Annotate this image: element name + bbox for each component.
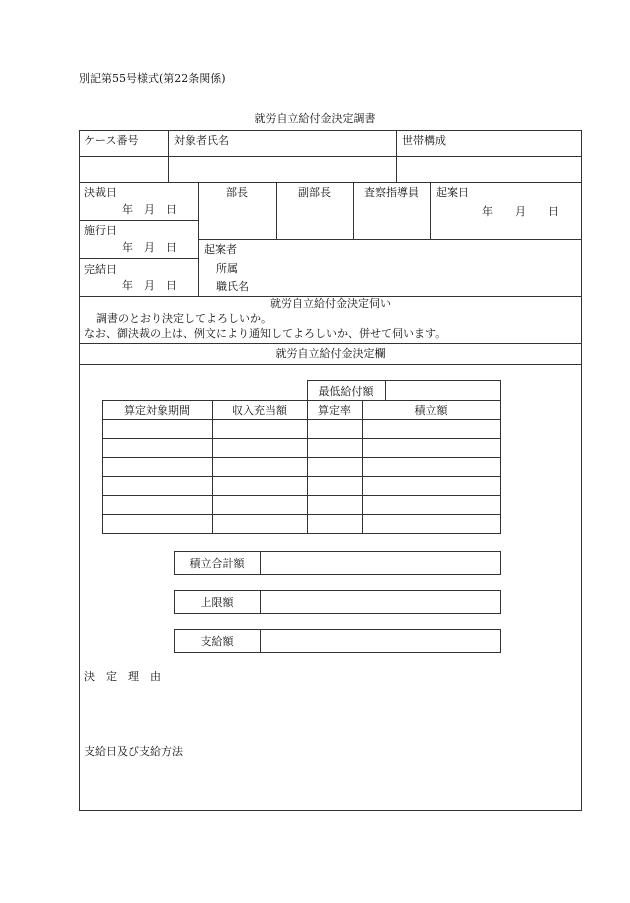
payment-value[interactable] [261, 630, 500, 652]
table-cell[interactable] [103, 477, 212, 495]
table-header-cell: 収入充当額 [232, 404, 287, 417]
table-cell[interactable] [213, 420, 307, 438]
table-cell[interactable] [308, 496, 362, 514]
table-cell[interactable] [363, 496, 500, 514]
table-cell[interactable] [308, 420, 362, 438]
table-cell[interactable] [103, 515, 212, 533]
table-cell[interactable] [363, 420, 500, 438]
completion-date-label: 完結日 [84, 263, 117, 276]
table-cell[interactable] [363, 515, 500, 533]
min-amount-value[interactable] [386, 381, 499, 400]
table-cell[interactable] [308, 477, 362, 495]
table-cell[interactable] [363, 477, 500, 495]
draft-date-placeholder: 年 月 日 [482, 205, 559, 218]
table-cell[interactable] [363, 458, 500, 476]
table-cell[interactable] [213, 439, 307, 457]
enforcement-date-label: 施行日 [84, 224, 117, 237]
table-rule [500, 400, 501, 534]
decision-heading: 就労自立給付金決定欄 [275, 347, 386, 360]
inquiry-heading: 就労自立給付金決定伺い [270, 297, 391, 310]
table-header-cell: 積立額 [414, 404, 448, 417]
table-cell[interactable] [103, 420, 212, 438]
deputy-director-label: 副部長 [298, 186, 331, 199]
table-header-cell: 算定率 [318, 404, 351, 417]
total-label: 積立合計額 [189, 557, 245, 570]
table-cell[interactable] [103, 458, 212, 476]
limit-value[interactable] [261, 591, 500, 613]
table-cell[interactable] [363, 439, 500, 457]
table-cell[interactable] [308, 458, 362, 476]
table-cell[interactable] [213, 477, 307, 495]
affiliation-label: 所属 [216, 262, 238, 275]
position-name-label: 職氏名 [216, 280, 249, 293]
table-cell[interactable] [213, 515, 307, 533]
table-cell[interactable] [308, 439, 362, 457]
table-cell[interactable] [103, 439, 212, 457]
inspector-label: 査察指導員 [364, 186, 419, 199]
inquiry-line-1: 調書のとおり決定してよろしいか。 [96, 312, 272, 325]
payment-method-field[interactable] [84, 762, 576, 806]
enforcement-date-placeholder: 年 月 日 [122, 241, 177, 254]
director-label: 部長 [226, 186, 248, 199]
min-amount-label: 最低給付額 [318, 384, 374, 398]
subject-name-label: 対象者氏名 [174, 134, 229, 147]
table-cell[interactable] [103, 496, 212, 514]
table-cell[interactable] [213, 458, 307, 476]
decision-reason-field[interactable] [84, 688, 576, 738]
payment-method-label: 支給日及び支給方法 [84, 745, 183, 758]
drafter-label: 起案者 [204, 243, 237, 256]
table-header-cell: 算定対象期間 [124, 404, 190, 417]
table-rule [102, 533, 501, 534]
decision-date-placeholder: 年 月 日 [122, 203, 177, 216]
decision-date-label: 決裁日 [84, 186, 117, 199]
table-cell[interactable] [213, 496, 307, 514]
table-cell[interactable] [308, 515, 362, 533]
completion-date-placeholder: 年 月 日 [122, 279, 177, 292]
case-number-label: ケース番号 [84, 134, 139, 147]
household-composition-label: 世帯構成 [402, 134, 446, 147]
decision-reason-label: 決 定 理 由 [84, 670, 161, 683]
payment-label: 支給額 [200, 635, 234, 648]
document-title: 就労自立給付金決定調書 [254, 112, 376, 125]
form-reference: 別記第55号様式(第22条関係) [79, 72, 226, 85]
limit-label: 上限額 [200, 596, 234, 609]
total-value[interactable] [261, 552, 500, 574]
draft-date-label: 起案日 [436, 186, 469, 199]
inquiry-line-2: なお、御決裁の上は、例文により通知してよろしいか、併せて伺います。 [84, 327, 447, 340]
